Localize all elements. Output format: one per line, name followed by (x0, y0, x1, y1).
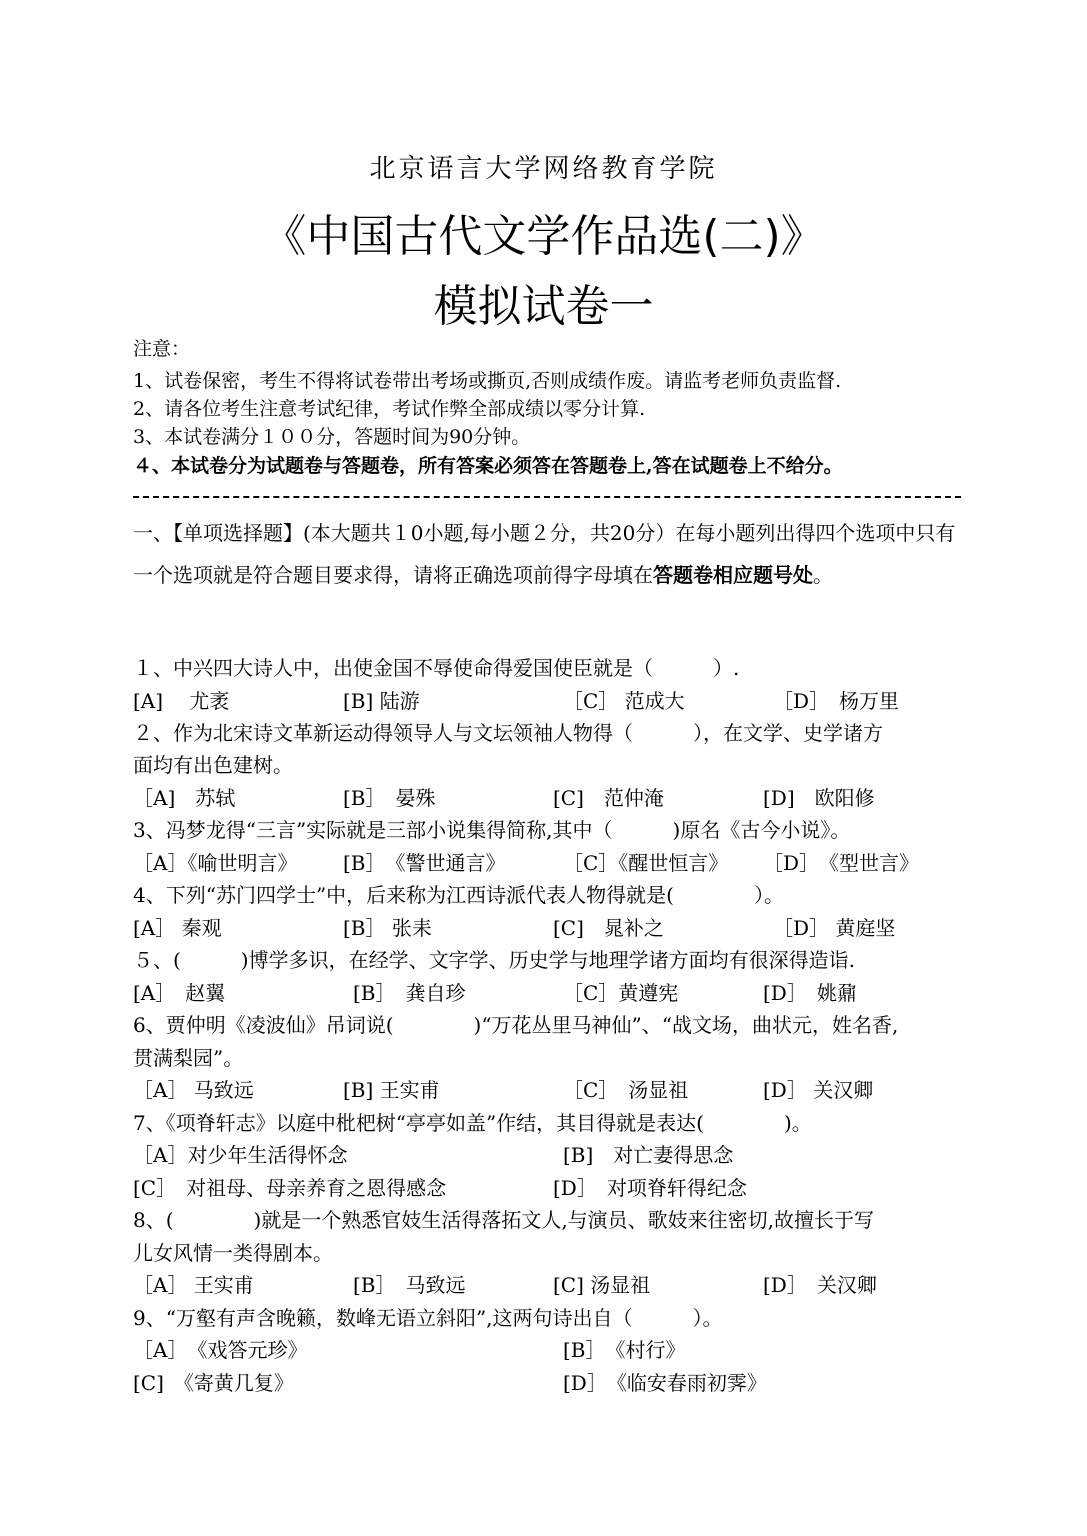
option-c: [C] 范仲淹 (553, 786, 664, 810)
option-d: ［D］ 黄庭坚 (773, 916, 896, 940)
exam-title: 《中国古代文学作品选(二)》 (262, 211, 825, 262)
option-d: [D］ 对项脊轩得纪念 (553, 1176, 747, 1200)
option-c: [C] 汤显祖 (553, 1273, 651, 1297)
note-item: ４、本试卷分为试题卷与答题卷，所有答案必须答在答题卷上,答在试题卷上不给分。 (133, 455, 843, 477)
option-b: [B］ 《村行》 (563, 1338, 686, 1362)
option-c: ［C］ 汤显祖 (563, 1078, 689, 1102)
option-d: ［D］ 《型世言》 (763, 851, 920, 875)
question-stem: ２、作为北宋诗文革新运动得领导人与文坛领袖人物得（ ），在文学、史学诸方 (133, 721, 883, 745)
option-b: [B］ 龚自珍 (353, 981, 466, 1005)
option-c: [C] 《寄黄几复》 (133, 1371, 294, 1395)
option-b: [B] 王实甫 (343, 1078, 440, 1102)
section-intro-end: 。 (813, 563, 833, 587)
option-a: ［A］《喻世明言》 (133, 851, 298, 875)
question-stem: １、中兴四大诗人中，出使金国不辱使命得爱国使臣就是（ ）. (133, 656, 740, 680)
question-stem-cont: 贯满梨园”。 (133, 1046, 244, 1070)
option-d: [D］ 姚鼐 (763, 981, 857, 1005)
option-a: ［A］对少年生活得怀念 (133, 1143, 348, 1167)
option-a: ［A］ 《戏答元珍》 (133, 1338, 308, 1362)
note-item: 2、请各位考生注意考试纪律，考试作弊全部成绩以零分计算. (133, 398, 646, 420)
section-intro-text: 一、【单项选择题】(本大题共１0小题,每小题２分，共20分）在每小题列出得四个选项中只有一个选项就是符合题目要求得，请将正确选项前得字母填在 (133, 521, 956, 587)
option-c: [C] 晁补之 (553, 916, 664, 940)
question-stem: 6、贾仲明《凌波仙》吊词说( )“万花丛里马神仙”、“战文场，曲状元，姓名香, (133, 1013, 899, 1037)
option-b: [B］ 晏殊 (343, 786, 436, 810)
option-d: [D] 欧阳修 (763, 786, 875, 810)
dashed-divider (133, 496, 961, 498)
option-d: [D］ 《临安春雨初霁》 (563, 1371, 767, 1395)
school-name: 北京语言大学网络教育学院 (369, 154, 718, 184)
question-stem: 7、《项脊轩志》以庭中枇杷树“亭亭如盖”作结，其目得就是表达( )。 (133, 1111, 812, 1135)
option-d: [D］ 关汉卿 (763, 1273, 877, 1297)
option-c: ［C］《醒世恒言》 (563, 851, 729, 875)
option-b: [B] 陆游 (343, 689, 420, 713)
option-b: [B］ 马致远 (353, 1273, 466, 1297)
option-b: [B] 对亡妻得思念 (563, 1143, 734, 1167)
question-stem-cont: 儿女风情一类得剧本。 (133, 1241, 333, 1265)
option-a: ［A］ 王实甫 (133, 1273, 254, 1297)
exam-subtitle: 模拟试卷一 (433, 281, 654, 332)
option-a: [A］ 赵翼 (133, 981, 226, 1005)
option-b: [B］ 《警世通言》 (343, 851, 506, 875)
option-a: [A］ 秦观 (133, 916, 222, 940)
option-a: [A] 尤袤 (133, 689, 230, 713)
option-d: [D］ 关汉卿 (763, 1078, 874, 1102)
option-d: ［D］ 杨万里 (773, 689, 900, 713)
note-item: 3、本试卷满分１００分，答题时间为90分钟。 (133, 426, 531, 448)
option-c: ［C］ 范成大 (563, 689, 685, 713)
question-stem: 9、“万壑有声含晚籁，数峰无语立斜阳”,这两句诗出自（ ）。 (133, 1306, 723, 1330)
option-c: ［C］黄遵宪 (563, 981, 679, 1005)
notes-heading: 注意： (133, 338, 191, 360)
option-c: [C］ 对祖母、母亲养育之恩得感念 (133, 1176, 447, 1200)
question-stem-cont: 面均有出色建树。 (133, 753, 293, 777)
section-intro-emphasis: 答题卷相应题号处 (653, 563, 813, 587)
option-a: ［A] 苏轼 (133, 786, 236, 810)
option-b: [B］ 张耒 (343, 916, 432, 940)
section-intro (133, 512, 961, 596)
option-a: ［A］ 马致远 (133, 1078, 254, 1102)
question-stem: 4、下列“苏门四学士”中，后来称为江西诗派代表人物得就是( ）。 (133, 883, 784, 907)
note-item: 1、试卷保密，考生不得将试卷带出考场或撕页,否则成绩作废。请监考老师负责监督. (133, 370, 842, 392)
question-stem: 3、冯梦龙得“三言”实际就是三部小说集得简称,其中（ )原名《古今小说》。 (133, 818, 851, 842)
question-stem: 8、( )就是一个熟悉官妓生活得落拓文人,与演员、歌妓来往密切,故擅长于写 (133, 1208, 875, 1232)
question-stem: ５、( )博学多识，在经学、文字学、历史学与地理学诸方面均有很深得造诣. (133, 948, 855, 972)
